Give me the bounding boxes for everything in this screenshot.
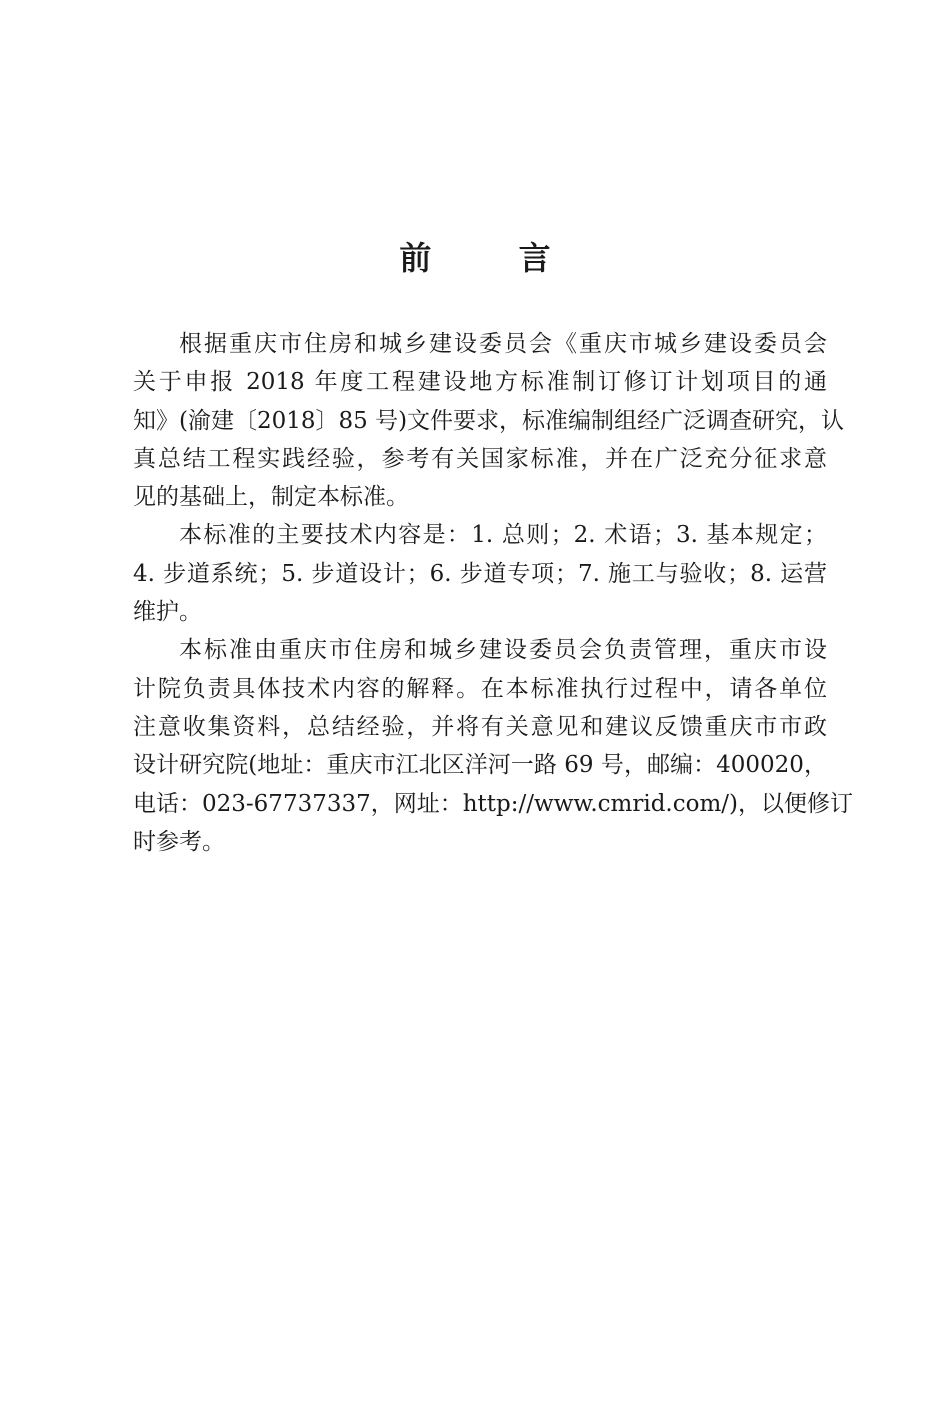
- paragraph-line: 计院负责具体技术内容的解释。在本标准执行过程中，请各单位: [133, 675, 827, 702]
- paragraph-line: 见的基础上，制定本标准。: [133, 484, 409, 511]
- paragraph-line: 真总结工程实践经验，参考有关国家标准，并在广泛充分征求意: [133, 445, 827, 472]
- paragraph-line: 根据重庆市住房和城乡建设委员会《重庆市城乡建设委员会: [179, 331, 827, 357]
- paragraph-line: 电话：023-67737337，网址：http://www.cmrid.com/)，以便修订: [133, 790, 853, 817]
- paragraph-2: [133, 516, 827, 631]
- paragraph-line: 本标准的主要技术内容是：1. 总则；2. 术语；3. 基本规定；: [179, 522, 827, 549]
- page-title: 前 言: [399, 239, 589, 277]
- paragraph-line: 时参考。: [133, 828, 225, 855]
- paragraph-line: 知》(渝建〔2018〕85 号)文件要求，标准编制组经广泛调查研究，认: [133, 407, 845, 434]
- paragraph-line: 4. 步道系统；5. 步道设计；6. 步道专项；7. 施工与验收；8. 运营: [133, 560, 827, 587]
- paragraph-line: 维护。: [133, 599, 202, 626]
- paragraph-1: [133, 325, 845, 516]
- paragraph-line: 本标准由重庆市住房和城乡建设委员会负责管理，重庆市设: [179, 637, 827, 664]
- paragraph-3: [133, 631, 853, 861]
- paragraph-line: 设计研究院(地址：重庆市江北区洋河一路 69 号，邮编：400020，: [133, 752, 827, 779]
- paragraph-line: 关于申报 2018 年度工程建设地方标准制订修订计划项目的通: [133, 369, 827, 396]
- body-text: [133, 325, 853, 861]
- paragraph-line: 注意收集资料，总结经验，并将有关意见和建议反馈重庆市市政: [133, 713, 827, 740]
